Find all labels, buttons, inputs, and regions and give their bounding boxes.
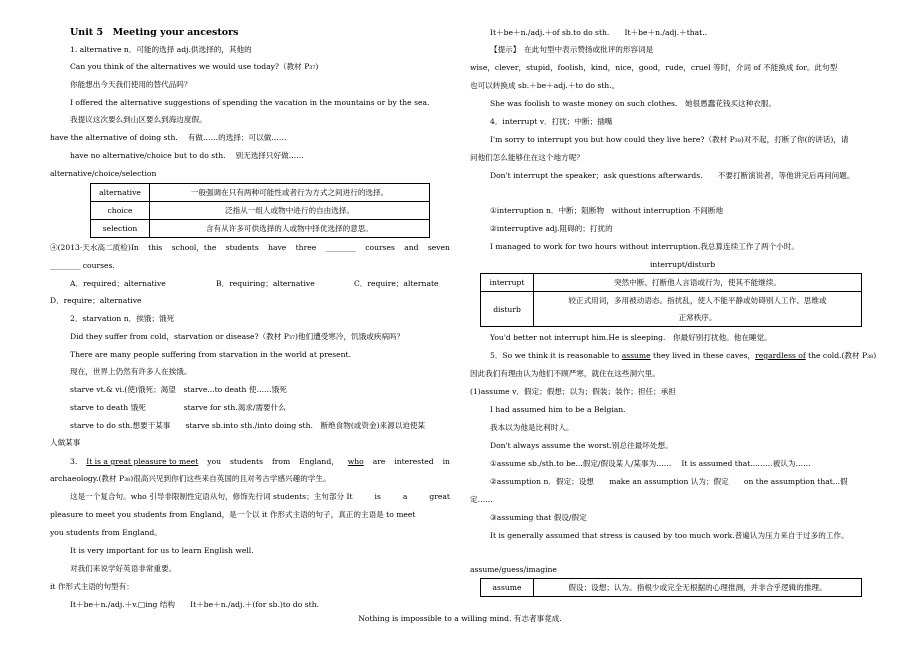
example-sentence: I managed to work for two hours without interruption.我总算连续工作了两个小时。: [490, 242, 799, 251]
example-sentence: Don't interrupt the speaker；ask questions afterwards. 不要打断演说者，等他讲完后再问问题。: [490, 171, 855, 180]
comparison-table-alternative: [90, 183, 430, 238]
table-cell-value: 假设；设想；认为。指根少或完全无根据的心理推测，并非合乎逻辑的推理。: [534, 579, 862, 597]
option-b: B．requiring；alternative: [216, 279, 315, 288]
translation: 问他们怎么能够住在这个地方呢？: [470, 153, 584, 162]
exercise-question: ________ courses.: [50, 261, 115, 270]
table-row: [91, 202, 430, 220]
table-cell-key: disturb: [481, 292, 534, 327]
phrase-note: 人做某事: [50, 438, 81, 447]
table-cell-key: interrupt: [481, 274, 534, 292]
phrase-note: ②interruptive adj.阻碍的；打扰的: [490, 224, 613, 233]
table-cell-key: selection: [91, 220, 150, 238]
sentence-5: 5．So we think it is reasonable to assume they lived in these caves，regardless of the cold.(教材 P₃₈): [490, 351, 877, 360]
example-sentence: It is very important for us to learn English well.: [70, 546, 254, 555]
translation: 对我们来说学好英语非常重要。: [70, 564, 177, 573]
table-row: [481, 292, 862, 327]
unit-title: Unit 5 Meeting your ancestors: [70, 27, 239, 38]
example-sentence: I offered the alternative suggestions of spending the vacation in the mountains or by the sea.: [70, 98, 430, 107]
page-footer: Nothing is impossible to a willing mind. 有志者事竟成.: [358, 614, 562, 623]
translation: 现在，世界上仍然有许多人在挨饿。: [70, 367, 192, 376]
table-cell-key: alternative: [91, 184, 150, 202]
option-c: C．require；alternate: [354, 279, 439, 288]
phrase-note: ②assumption n．假定；设想 make an assumption 认为；假定 on the assumption that...假: [490, 477, 848, 486]
sentence-pattern: It＋be＋n./adj.＋v.□ing 结构 It＋be＋n./adj.＋(for sb.)to do sth.: [70, 600, 320, 609]
table-row: [91, 220, 430, 238]
example-sentence: I had assumed him to be a Belgian.: [490, 405, 626, 414]
grammar-note: you students from England。: [50, 528, 162, 537]
example-sentence: It is generally assumed that stress is caused by too much work.普遍认为压力来自于过多的工作。: [490, 531, 849, 540]
table-cell-value: 较正式用词，多用被动语态。指扰乱，使人不能平静或妨碍别人工作、思维或 正常秩序。: [534, 292, 862, 327]
phrase-note: starve vt.& vi.(使)饿死；渴望 starve...to death 使……饿死: [70, 385, 287, 394]
table-cell-value: 泛指从一组人或物中进行的自由选择。: [150, 202, 430, 220]
comparison-table-interrupt: [480, 273, 862, 327]
example-sentence: I'm sorry to interrupt you but how could they live here?（教材 P₃₈)对不起，打断了你(的讲话)，请: [490, 135, 849, 144]
exercise-question: ④(2013·天水高二质检)In this school，the students have three ________ courses and seven: [50, 243, 450, 252]
phrase-note: have the alternative of doing sth. 有做……的选择；可以做……: [50, 133, 287, 142]
tip-note: 【提示】 在此句型中表示赞扬或批评的形容词是: [490, 45, 654, 54]
example-sentence: She was foolish to waste money on such clothes. 她很愚蠢花钱买这种衣服。: [490, 99, 777, 108]
phrase-note: have no alternative/choice but to do sth. 别无选择只好做……: [70, 151, 304, 160]
phrase-note: ①interruption n．中断；阻断物 without interruption 不间断地: [490, 206, 724, 215]
table-row: [91, 184, 430, 202]
sentence-3: 3. It is a great pleasure to meet you students from England， who are interested in: [70, 457, 450, 466]
comparison-table-assume: [480, 578, 862, 597]
comparison-heading: assume/guess/imagine: [470, 565, 557, 574]
translation: archaeology.(教材 P₃₈)很高兴见到你们这些来自英国的且对考古学感兴趣的学生。: [50, 474, 331, 483]
sentence-pattern: It＋be＋n./adj.＋of sb.to do sth. It＋be＋n./adj.＋that..: [490, 28, 708, 37]
grammar-note: 这是一个复合句。who 引导非限制性定语从句，修饰先行词 students；主句部分 It is a great: [70, 492, 450, 501]
phrase-note: 定……: [470, 495, 493, 504]
option-d: D．require；alternative: [50, 296, 142, 305]
phrase-note: starve to do sth.想要干某事 starve sb.into sth./into doing sth. 断绝食物(或资金)来源以迫使某: [70, 421, 426, 430]
grammar-note: it 作形式主语的句型有：: [50, 582, 134, 591]
translation: 你能想出今天我们使用的替代品吗？: [70, 80, 192, 89]
phrase-note: ①assume sb./sth.to be...假定/假设某人/某事为…… It is assumed that...……被认为……: [490, 459, 811, 468]
table-cell-value: 突然中断、打断他人言语或行为，使其不能继续。: [534, 274, 862, 292]
grammar-note: pleasure to meet you students from England，是一个以 it 作形式主语的句子，真正的主语是 to meet: [50, 510, 416, 519]
example-sentence: There are many people suffering from starvation in the world at present.: [70, 350, 352, 359]
translation: 我本以为他是比利时人。: [490, 423, 574, 432]
vocab-alternative: 1. alternative n．可能的选择 adj.供选择的，其他的: [70, 45, 252, 54]
vocab-starvation: 2．starvation n．挨饿；饿死: [70, 314, 175, 323]
table-cell-value: 含有从许多可供选择的人或物中择优选择的意思。: [150, 220, 430, 238]
phrase-note: ③assuming that 假设/假定: [490, 513, 587, 522]
example-sentence: You'd better not interrupt him.He is sleeping. 你最好别打扰他。他在睡觉。: [490, 333, 772, 342]
comparison-heading: interrupt/disturb: [650, 260, 716, 269]
translation: 因此我们有理由认为他们不顾严寒，就住在这些洞穴里。: [470, 369, 660, 378]
option-a: A．required；alternative: [70, 279, 166, 288]
table-cell-key: choice: [91, 202, 150, 220]
exercise-options: [50, 278, 450, 290]
vocab-assume: (1)assume v．假定；假想；以为；假装；装作；担任；承担: [470, 387, 676, 396]
table-row: [481, 579, 862, 597]
phrase-note: starve to death 饿死 starve for sth.渴求/需要什么: [70, 403, 286, 412]
tip-note: wise，clever，stupid，foolish，kind，nice，good，rude，cruel 等时，介词 of 不能换成 for。此句型: [470, 63, 838, 72]
example-sentence: Did they suffer from cold，starvation or disease?（教材 P₃₇)他们遭受寒冷，饥饿或疾病吗？: [70, 332, 405, 341]
vocab-interrupt: 4．interrupt v．打扰；中断；插嘴: [490, 117, 613, 126]
table-cell-value: 一般强调在只有两种可能性或者行为方式之间进行的选择。: [150, 184, 430, 202]
table-cell-key: assume: [481, 579, 534, 597]
table-row: [481, 274, 862, 292]
example-sentence: Can you think of the alternatives we would use today?（教材 P₃₇): [70, 62, 319, 71]
comparison-heading: alternative/choice/selection: [50, 169, 157, 178]
example-sentence: Don't always assume the worst.别总往最坏处想。: [490, 441, 673, 450]
tip-note: 也可以转换成 sb.＋be＋adj.＋to do sth.。: [470, 81, 620, 90]
translation: 我提议这次要么到山区要么到海边度假。: [70, 115, 207, 124]
